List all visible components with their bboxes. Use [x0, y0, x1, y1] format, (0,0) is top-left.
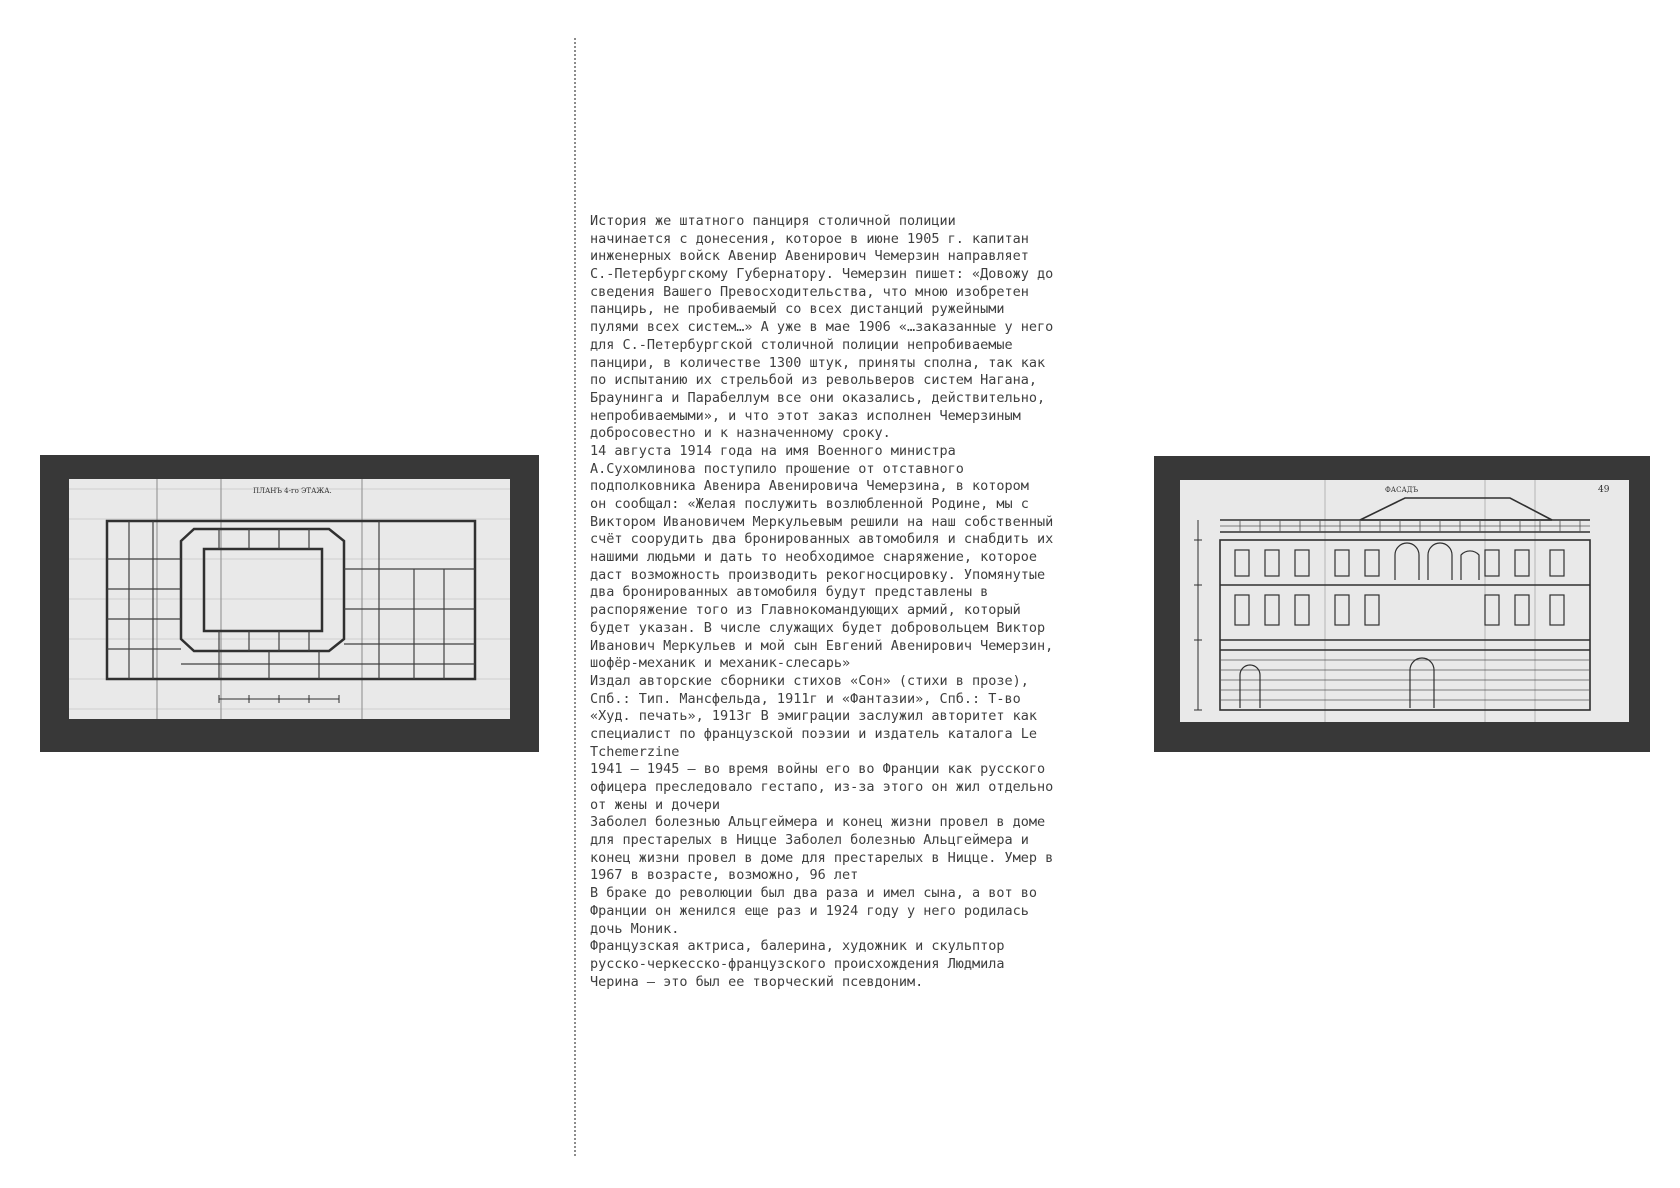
floor-plan-image-plate: [40, 455, 539, 752]
article-text: [590, 213, 1110, 991]
text-line: Черина – это был ее творческий псевдоним.: [590, 973, 924, 990]
text-line: для С.-Петербургской столичной полиции непробиваемые: [590, 336, 1013, 353]
text-line: шофёр-механик и механик-слесарь»: [590, 655, 851, 672]
facade-image-plate: [1154, 456, 1650, 752]
text-line: Издал авторские сборники стихов «Сон» (стихи в прозе),: [590, 672, 1029, 689]
floor-plan-sheet-title: ПЛАНЪ 4-го ЭТАЖА.: [253, 487, 332, 495]
text-line: Франции он женился еще раз и 1924 году у него родилась: [590, 902, 1029, 919]
text-line: 14 августа 1914 года на имя Военного министра: [590, 442, 956, 459]
building-facade-icon: [1180, 480, 1629, 722]
text-line: Tchemerzine: [590, 743, 680, 760]
text-line: С.-Петербургскому Губернатору. Чемерзин пишет: «Довожу до: [590, 266, 1054, 283]
text-line: Французская актриса, балерина, художник и скульптор: [590, 938, 1005, 955]
text-line: русско-черкесско-французского происхождения Людмила: [590, 955, 1005, 972]
text-line: История же штатного панциря столичной полиции: [590, 213, 956, 229]
text-line: сведения Вашего Превосходительства, что мною изобретен: [590, 283, 1029, 300]
text-line: панцири, в количестве 1300 штук, приняты сполна, так как: [590, 354, 1046, 371]
text-line: инженерных войск Авенир Авенирович Чемерзин направляет: [590, 248, 1029, 265]
text-line: по испытанию их стрельбой из револьверов систем Нагана,: [590, 372, 1038, 389]
text-line: Спб.: Тип. Мансфельда, 1911г и «Фантазии», Спб.: Т-во: [590, 690, 1021, 707]
text-line: для престарелых в Ницце Заболел болезнью Альцгеймера и: [590, 832, 1029, 849]
facade-sheet-title: ФАСАДЪ: [1385, 486, 1419, 494]
text-line: В браке до революции был два раза и имел сына, а вот во: [590, 885, 1038, 902]
dotted-divider: [574, 38, 576, 1156]
text-line: А.Сухомлинова поступило прошение от отставного: [590, 460, 964, 477]
text-line: «Худ. печать», 1913г В эмиграции заслужил авторитет как: [590, 708, 1038, 725]
text-line: 1967 в возрасте, возможно, 96 лет: [590, 867, 859, 884]
text-line: панцирь, не пробиваемый со всех дистанций ружейными: [590, 301, 1005, 318]
text-line: дочь Моник.: [590, 920, 680, 937]
text-line: он сообщал: «Желая послужить возлюбленной Родине, мы с: [590, 496, 1029, 512]
text-line: 1941 – 1945 – во время войны его во Франции как русского: [590, 761, 1046, 778]
text-line: Виктором Ивановичем Меркульевым решили на наш собственный: [590, 513, 1054, 530]
text-line: Иванович Меркульев и мой сын Евгений Авенирович Чемерзин,: [590, 637, 1054, 654]
text-line: счёт соорудить два бронированных автомобиля и снабдить их: [590, 531, 1054, 548]
text-line: два бронированных автомобиля будут представлены в: [590, 584, 989, 601]
text-line: добросовестно и к назначенному сроку.: [590, 425, 891, 442]
text-line: будет указан. В числе служащих будет добровольцем Виктор: [590, 619, 1046, 636]
text-line: распоряжение того из Главнокомандующих армий, который: [590, 602, 1021, 619]
text-line: конец жизни провел в доме для престарелых в Ницце. Умер в: [590, 849, 1054, 866]
text-line: пулями всех систем…» А уже в мае 1906 «…заказанные у него: [590, 319, 1054, 336]
text-line: Заболел болезнью Альцгеймера и конец жизни провел в доме: [590, 814, 1046, 831]
floor-plan-icon: [69, 479, 510, 719]
text-line: Браунинга и Парабеллум все они оказались, действительно,: [590, 389, 1046, 406]
text-line: от жены и дочери: [590, 796, 721, 813]
text-line: начинается с донесения, которое в июне 1905 г. капитан: [590, 230, 1029, 247]
text-line: даст возможность производить рекогносцировку. Упомянутые: [590, 566, 1046, 583]
text-line: подполковника Авенира Авенировича Чемерзина, в котором: [590, 478, 1029, 495]
text-line: нашими людьми и дать то необходимое снаряжение, которое: [590, 549, 1038, 566]
text-line: специалист по французской поэзии и издатель каталога Le: [590, 725, 1038, 742]
facade-sheet-number: 49: [1598, 485, 1610, 495]
text-line: непробиваемыми», и что этот заказ исполнен Чемерзиным: [590, 407, 1021, 424]
text-line: офицера преследовало гестапо, из-за этого он жил отдельно: [590, 779, 1054, 795]
